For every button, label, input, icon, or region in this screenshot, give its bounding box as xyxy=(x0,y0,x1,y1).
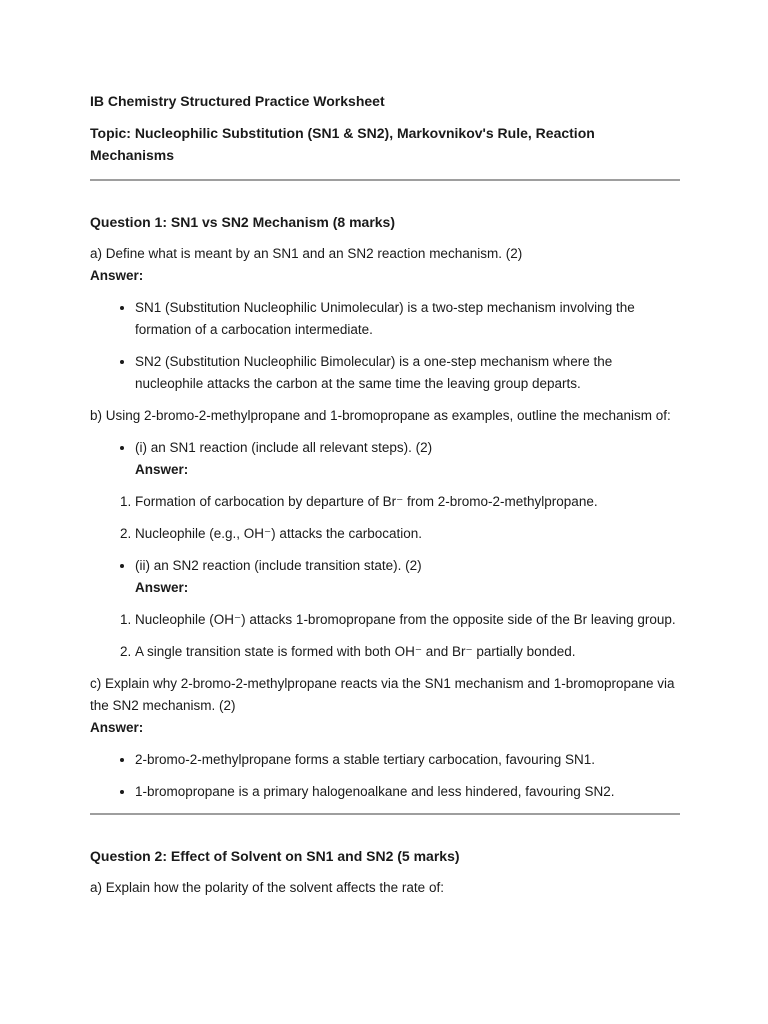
q1c-answer-item: • 1-bromopropane is a primary halogenoalkane and less hindered, favouring SN2. xyxy=(135,781,680,803)
q1c-answer-list xyxy=(90,749,680,803)
q1b-part-ii-steps xyxy=(90,609,680,663)
worksheet-topic: Topic: Nucleophilic Substitution (SN1 & SN2), Markovnikov's Rule, Reaction Mechanisms xyxy=(90,125,595,163)
q1b-part-ii xyxy=(90,555,680,599)
q1c-answer-item: • 2-bromo-2-methylpropane forms a stable tertiary carbocation, favouring SN1. xyxy=(135,749,680,771)
question-2-heading: Question 2: Effect of Solvent on SN1 and SN2 (5 marks) xyxy=(90,848,460,864)
section-divider xyxy=(90,179,680,181)
q1b-part-i-step: 2. Nucleophile (e.g., OH⁻) attacks the carbocation. xyxy=(135,523,680,545)
q1a-question: a) Define what is meant by an SN1 and an SN2 reaction mechanism. (2) xyxy=(90,246,523,261)
q1c-answer-label: Answer: xyxy=(90,720,144,735)
q1a-answer-item: • SN2 (Substitution Nucleophilic Bimolecular) is a one-step mechanism where the nucleophile attacks the carbon at the same time the leaving group departs. xyxy=(135,351,680,395)
worksheet-title: IB Chemistry Structured Practice Worksheet xyxy=(90,93,385,109)
q1b-part-ii-step: 2. A single transition state is formed with both OH⁻ and Br⁻ partially bonded. xyxy=(135,641,680,663)
q1b-part-ii-item xyxy=(135,555,680,599)
q1c-question: c) Explain why 2-bromo-2-methylpropane reacts via the SN1 mechanism and 1-bromopropane via the SN2 mechanism. (2) xyxy=(90,676,675,713)
q1b-part-i-step: 1. Formation of carbocation by departure of Br⁻ from 2-bromo-2-methylpropane. xyxy=(135,491,680,513)
q1b-part-ii-answer-label: Answer: xyxy=(135,580,189,595)
q1a-answer-label: Answer: xyxy=(90,268,144,283)
q1a-answer-list xyxy=(90,297,680,395)
q1b-part-ii-label: (ii) an SN2 reaction (include transition state). (2) xyxy=(135,558,422,573)
q1b-question: b) Using 2-bromo-2-methylpropane and 1-bromopropane as examples, outline the mechanism of: xyxy=(90,408,671,423)
q1b-part-i-item xyxy=(135,437,680,481)
q1b-part-i-label: (i) an SN1 reaction (include all relevant steps). (2) xyxy=(135,440,433,455)
q1a-answer-item: • SN1 (Substitution Nucleophilic Unimolecular) is a two-step mechanism involving the formation of a carbocation intermediate. xyxy=(135,297,680,341)
q1b-part-i-steps xyxy=(90,491,680,545)
q1b-part-ii-step: 1. Nucleophile (OH⁻) attacks 1-bromopropane from the opposite side of the Br leaving group. xyxy=(135,609,680,631)
q1b-part-i-answer-label: Answer: xyxy=(135,462,189,477)
section-divider xyxy=(90,813,680,815)
question-1-heading: Question 1: SN1 vs SN2 Mechanism (8 marks) xyxy=(90,214,395,230)
q2a-question: a) Explain how the polarity of the solvent affects the rate of: xyxy=(90,880,444,895)
q1b-part-i xyxy=(90,437,680,481)
worksheet-page xyxy=(90,90,680,899)
